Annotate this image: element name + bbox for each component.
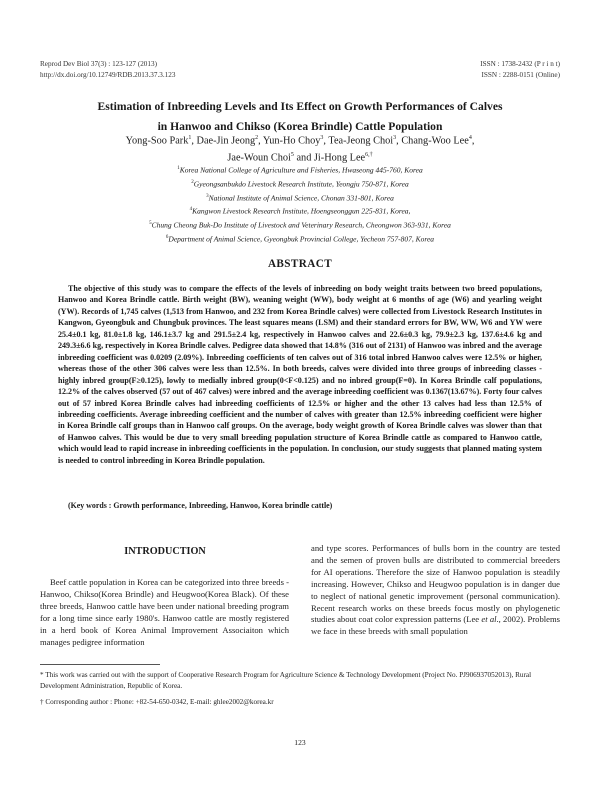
author-sup: 3 [320, 135, 324, 141]
author-name: Yong-Soo Park [125, 135, 189, 147]
author-name: Dae-Jin Jeong [196, 135, 256, 147]
affiliation [40, 177, 560, 191]
author-sup: 2 [255, 135, 259, 141]
author-name: Chang-Woo Lee [401, 135, 469, 147]
affiliation-sup: 3 [206, 193, 209, 199]
author-sup: 5 [290, 152, 294, 159]
author-sup: 3 [393, 135, 397, 141]
introduction-right-column [311, 543, 560, 638]
page-number: 123 [294, 738, 306, 747]
author-line-1: Yong-Soo Park$^1$, Dae-Jin Jeong$^2$, Yun-Ho Choy$^3$, Tea-Jeong Choi$^3$, Chang-Woo Lee$^4$, [125, 135, 475, 147]
affiliation-text: Kangwon Livestock Research Institute, Hoengseonggun 225-831, Korea, [192, 206, 411, 216]
affiliation-sup: 5 [149, 221, 152, 227]
abstract-body: The objective of this study was to compare the effects of the levels of inbreeding on body weight traits between two breed populations, Hanwoo and Korea Brindle cattle. Birth weight (BW), weaning weight (WW), body weight at 6 months of age (W6) and yearling weight (YW). Records of 1,745 calves (1,513 from Hanwoo, and 232 from Korea Brindle calves) were collected from Livestock Research Institutes in Kangwon, Gyeongbuk and Chungbuk provinces. The least squares means (LSM) and their standard errors for BW, WW, W6 and YW were 25.4±0.1 kg, 81.0±1.8 kg, 146.1±3.7 kg and 291.5±2.4 kg, respectively in Hanwoo calves and 22.6±0.3 kg, 79.9±2.3 kg, 137.6±4.6 kg and 249.3±6.6 kg, respectively in Korea Brindle calves. Pedigree data showed that 14.8% (316 out of 2131) of Hanwoo was inbred and the average inbreeding coefficient was 0.0209 (2.09%). Inbreeding coefficients of ten calves out of 316 total inbred Hanwoo calves were 12.5% or higher, whereas those of the other 306 calves were less than 12.5%. In both breeds, calves were divided into three groups of inbreeding classes - highly inbred group(F≥0.125), lowly to medially inbred group(0<F<0.125) and no inbred group(F=0). In Korea Brindle calf populations, 12.2% of the calves observed (57 out of 467 calves) were inbred and the average inbreeding coefficient was 0.1367(13.67%). Forty four calves out of 57 inbred Korea Brindle calves had inbreeding coefficients of 12.5% or higher and the other 13 calves had less than 12.5% of inbreeding coefficients. Average inbreeding coefficient and the number of calves with greater than 12.5% inbreeding coefficient were higher in Korea Brindle calf groups than in Hanwoo calf groups. On the average, body weight growth of Korea Brindle calves was slower than that of Hanwoo calves. This would be due to very small breeding population structure of Korea Brindle cattle as compared to Hanwoo cattle, which would lead to rapid increase in inbreeding coefficients in the population. In conclusion, our study suggests that planned mating system is needed to control inbreeding in Korea Brindle population. [58, 284, 542, 465]
doi-link[interactable]: http://dx.doi.org/10.12749/RDB.2013.37.3.123 [40, 70, 176, 79]
title-line-1: Estimation of Inbreeding Levels and Its Effect on Growth Performances of Calves [97, 100, 503, 113]
corresponding-author-footnote: † Corresponding author : Phone: +82-54-650-0342, E-mail: ghlee2002@korea.kr [40, 698, 274, 706]
affiliation [40, 163, 560, 177]
intro-et-al: et al [481, 614, 497, 625]
affiliation-text: Department of Animal Science, Gyeongbuk Provincial College, Yecheon 757-807, Korea [168, 234, 435, 244]
issn-header [480, 59, 560, 80]
affiliation-text: Chung Cheong Buk-Do Institute of Livestock and Veterinary Research, Cheongwon 363-931, Korea [151, 220, 451, 230]
issn-online: ISSN : 2288-0151 (Online) [481, 70, 560, 79]
author-name: Yun-Ho Choy [262, 135, 321, 147]
introduction-heading: INTRODUCTION [124, 546, 206, 557]
affiliation-list [40, 163, 560, 246]
affiliation [40, 191, 560, 205]
journal-citation: Reprod Dev Biol 37(3) : 123-127 (2013) [40, 60, 157, 68]
affiliation-sup: 6 [165, 234, 169, 240]
author-name: Jae-Woun Choi [227, 152, 291, 164]
author-sup: 1 [188, 135, 192, 141]
affiliation-sup: 2 [191, 179, 194, 185]
affiliation [40, 232, 560, 246]
author-name: Ji-Hong Lee [313, 152, 366, 164]
affiliation [40, 204, 560, 218]
footnote-divider [40, 664, 160, 665]
keywords: (Key words : Growth performance, Inbreeding, Hanwoo, Korea brindle cattle) [68, 501, 333, 510]
author-name: Tea-Jeong Choi [328, 135, 394, 147]
affiliation-sup: 4 [189, 207, 193, 213]
intro-text-a: and type scores. Performances of bulls born in the country are tested and the semen of proven bulls are distributed to commercial breeders for AI operations. Therefore the size of Hanwoo population is steadily increasing. However, Chikso and Heugwoo population is in danger due to neglect of national genetic improvement (personal communication). Recent research works on these breeds focus mostly on phylogenetic studies about coat color expression patterns (Lee [311, 543, 560, 625]
abstract-heading: ABSTRACT [267, 258, 333, 270]
author-line-2: Jae-Woun Choi$^5$ and Ji-Hong Lee$^{6,\dagger}$ [227, 152, 373, 164]
affiliation [40, 218, 560, 232]
author-sup: 6,† [365, 152, 373, 159]
title-line-2: in Hanwoo and Chikso (Korea Brindle) Cattle Population [157, 120, 443, 133]
issn-print: ISSN : 1738-2432 (P r i n t) [480, 60, 560, 68]
journal-header [40, 59, 175, 80]
intro-text-b: ., 2002). Problems we face in these breeds with small population [311, 614, 560, 637]
affiliation-text: Gyeongsanbukdo Livestock Research Institute, Yeongju 750-871, Korea [193, 179, 409, 189]
affiliation-text: Korea National College of Agriculture and Fisheries, Hwaseong 445-760, Korea [179, 165, 423, 175]
introduction-left-column: Beef cattle population in Korea can be categorized into three breeds - Hanwoo, Chikso(Korea Brindle) and Heugwoo(Korea Black). Of these three breeds, Hanwoo cattle have been under national breeding program for a long time since early 1980's. Hanwoo cattle are mostly registered in a herd book of Korea Animal Improvement Associaiton which manages pedigree information [40, 577, 289, 647]
funding-footnote: * This work was carried out with the support of Cooperative Research Program for Agriculture Science & Technology Development (Project No. PJ906937052013), Rural Development Administration, Republic of Korea. [40, 671, 532, 690]
author-sup: 4 [468, 135, 472, 141]
affiliation-text: National Institute of Animal Science, Chonan 331-801, Korea [208, 193, 394, 203]
author-list [40, 131, 560, 166]
affiliation-sup: 1 [177, 166, 180, 171]
